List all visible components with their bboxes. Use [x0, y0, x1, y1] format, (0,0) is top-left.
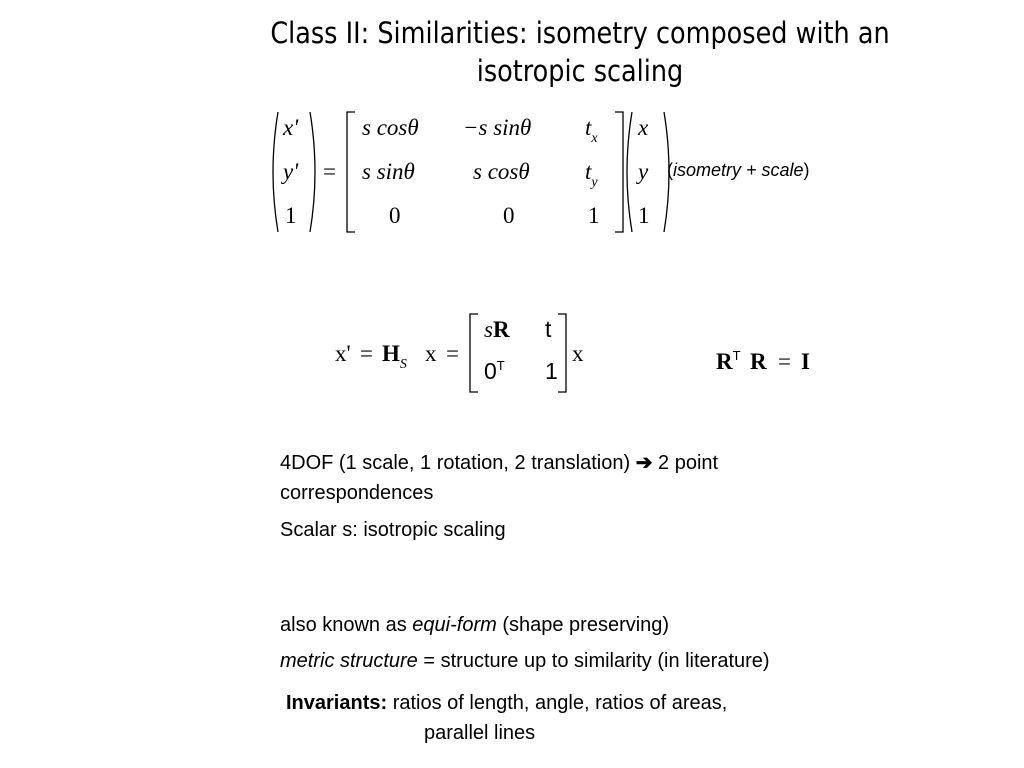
right-arrow-icon: ➔: [635, 452, 653, 474]
invariants-line-2: parallel lines: [424, 722, 536, 744]
lhs-y-prime: y': [283, 159, 299, 184]
equals-2: =: [446, 341, 459, 366]
m21: s sinθ: [362, 159, 415, 184]
m12: −s sinθ: [463, 115, 532, 140]
dof-line-2: correspondences: [280, 482, 434, 504]
lhs-one: 1: [285, 203, 297, 228]
m31: 0: [389, 203, 401, 228]
metric-structure-line: metric structure = structure up to similarity (in literature): [280, 650, 770, 672]
block-one: 1: [545, 358, 558, 384]
m32: 0: [503, 203, 515, 228]
scalar-line: Scalar s: isotropic scaling: [280, 519, 506, 541]
invariants-label: Invariants:: [286, 692, 388, 714]
dof-line-1: 4DOF (1 scale, 1 rotation, 2 translation) ➔ 2 point: [280, 452, 719, 474]
m23: $t_y$: [585, 159, 598, 190]
rhs-x: x: [638, 115, 649, 140]
H-symbol: $H_S$: [382, 341, 407, 372]
x-middle: x: [425, 341, 437, 366]
m22: s cosθ: [473, 159, 530, 184]
slide-title: [228, 14, 932, 90]
lhs-x-prime: x': [283, 115, 299, 140]
isometry-scale-note: (isometry + scale): [667, 160, 810, 180]
title-line-2: isotropic scaling: [476, 54, 684, 88]
rhs-y: y: [638, 159, 649, 184]
block-t: t: [545, 316, 552, 342]
x-right: x: [572, 341, 584, 366]
block-zero-T: $0^T$: [484, 358, 505, 384]
invariants-line-1: Invariants: ratios of length, angle, ratios of areas,: [286, 692, 728, 714]
title-line-1: Class II: Similarities: isometry composed with an: [270, 16, 890, 50]
equals-3: =: [778, 349, 791, 374]
m33: 1: [588, 203, 600, 228]
x-prime: x': [335, 341, 351, 366]
rhs-one: 1: [638, 203, 650, 228]
equals-sign: =: [323, 159, 336, 184]
block-sR: sR: [484, 317, 510, 342]
m13: $t_x$: [585, 115, 598, 146]
identity-I: I: [801, 349, 810, 374]
aka-line: also known as equi-form (shape preserving): [280, 614, 670, 636]
m11: s cosθ: [362, 115, 419, 140]
R-matrix: R: [750, 349, 767, 374]
R-transpose: $R^T$: [716, 348, 741, 374]
equals-1: =: [360, 341, 373, 366]
